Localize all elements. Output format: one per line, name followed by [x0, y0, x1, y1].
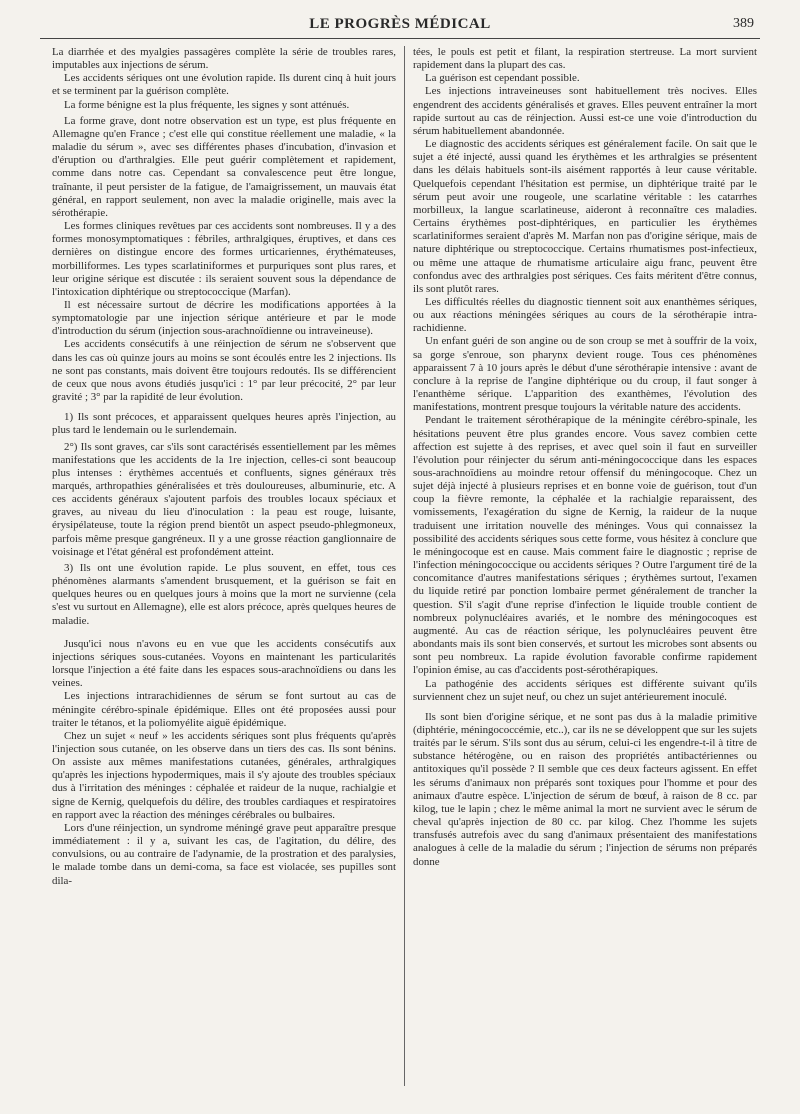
- paragraph: 1) Ils sont précoces, et apparaissent quelques heures après l'injection, au plus tard le lendemain ou le surlendemain.: [52, 411, 396, 437]
- paragraph: Chez un sujet « neuf » les accidents sériques sont plus fréquents qu'après l'injection sous cutanée, on les observe dans un tiers des cas. Ils sont bénins. On assiste aux mêmes manifestations cutanées, générales, arthralgiques qu'après les injections hypodermiques, mais il s'y ajoute des troubles spéciaux dus à l'irritation des méninges : céphalée et raideur de la nuque, rachialgie et signe de Kernig, quelquefois du délire, des troubles cardiaques et respiratoires en rapport avec la réaction des méninges cérébrales ou bulbaires.: [52, 729, 396, 821]
- paragraph: La pathogénie des accidents sériques est différente suivant qu'ils surviennent chez un sujet neuf, ou chez un sujet antérieurement inoculé.: [413, 677, 757, 703]
- paragraph: Les formes cliniques revêtues par ces accidents sont nombreuses. Il y a des formes monosymptomatiques : fébriles, arthralgiques, éruptives, et dans ces dernières on distingue encore des formes urticariennes, érythémateuses, morbilliformes. Les types scarlatiniformes et purpuriques sont plus rares, et leur origine sérique est discutée : ils seraient souvent sous la dépendance de l'intoxication diphtérique ou streptococcique (Marfan).: [52, 220, 396, 298]
- paragraph: Les accidents sériques ont une évolution rapide. Ils durent cinq à huit jours et se terminent par la guérison complète.: [52, 72, 396, 98]
- paragraph: 2°) Ils sont graves, car s'ils sont caractérisés essentiellement par les mêmes manifestations que les accidents de la 1re injection, celles-ci sont beaucoup plus intenses : érythèmes accentués et confluents, signes généraux très marqués, arthropathies généralisées et très douloureuses, albuminurie, etc. A ces accidents généraux s'ajoutent parfois des troubles locaux spéciaux et graves, au niveau du lieu d'inoculation : la peau est rouge, luisante, érysipélateuse, toute la région prend bientôt un aspect pseudo-phlegmoneux, parfois même presque gangréneux. Il y a une grosse réaction ganglionnaire de voisinage et l'état général est profondément atteint.: [52, 440, 396, 558]
- paragraph: Le diagnostic des accidents sériques est généralement facile. On sait que le sujet a été injecté, aussi quand les érythèmes et les arthralgies se présentent dans les délais habituels sont-ils aisément rapportés à leur cause véritable. Quelquefois cependant l'hésitation est permise, un diphtérique traité par le sérum peut avoir une rougeole, une scarlatine véritable : les catarrhes morbilleux, la langue scarlatineuse, aideront à reconnaître ces maladies. Certains érythèmes post-diphtériques, en particulier les érythèmes scarlatiniformes seraient d'après M. Marfan non pas d'origine sérique, mais de nature diphtérique ou streptococcique. Certains rhumatismes post-infectieux, ou même une attaque de rhumatisme articulaire aigu franc, peuvent être confondus avec des arthralgies post sériques. Ces faits méritent d'être connus, ils sont plutôt rares.: [413, 138, 757, 295]
- paragraph: Les difficultés réelles du diagnostic tiennent soit aux enanthèmes sériques, ou aux réactions méningées sériques au cours de la sérothérapie intra-rachidienne.: [413, 295, 757, 335]
- paragraph: La guérison est cependant possible.: [425, 72, 580, 85]
- running-header: [40, 12, 760, 39]
- paragraph: Ils sont bien d'origine sérique, et ne sont pas dus à la maladie primitive (diphtérie, méningococcémie, etc..), car ils ne se développent que sur les sujets traités par le sérum. S'ils sont dus au sérum, celui-ci les engendre-t-il à titre de substance hétérogène, ou en raison des propriétés antibactériennes ou antitoxiques qu'il possède ? Il semble que ces deux facteurs agissent. En effet les sérums d'animaux non préparés sont toxiques pour l'homme et pour des animaux d'autre espèce. L'injection de sérum de bœuf, à raison de 8 cc. par kilog, tue le lapin ; chez le même animal la mort ne survient avec le sérum de cheval qu'après injection de 80 cc. par kilog. Chez l'homme les sujets transfusés autrefois avec du sang d'animaux présentaient des manifestations analogues à celle de la maladie du sérum ; l'injection de sérums non préparés donne: [413, 710, 757, 868]
- paragraph: Il est nécessaire surtout de décrire les modifications apportées à la symptomatologie par une injection sérique antérieure et par le mode d'introduction du sérum (injection sous-arachnoïdienne ou intraveineuse).: [52, 298, 396, 338]
- column-divider: [404, 46, 405, 1086]
- journal-title: LE PROGRÈS MÉDICAL: [309, 16, 491, 32]
- paragraph: La forme grave, dont notre observation est un type, est plus fréquente en Allemagne qu'en France ; c'est elle qui constitue réellement une maladie, « la maladie du sérum », avec ses différentes phases d'incubation, d'invasion et d'éruption ou d'arthralgies. Elle peut guérir complètement et rapidement, comme dans notre cas. Cependant sa convalescence peut être longue, traînante, il peut persister de la fatigue, de l'amaigrissement, un mauvais état général, en rapport seulement, non avec la maladie originelle, mais avec la sérothérapie.: [52, 114, 396, 219]
- paragraph: Lors d'une réinjection, un syndrome méningé grave peut apparaître presque immédiatement : il y a, suivant les cas, de l'agitation, du délire, des convulsions, ou au contraire de l'adynamie, de la prostration et des paralysies, le malade tombe dans un demi-coma, sa face est violacée, ses pupilles sont dila-: [52, 821, 396, 887]
- paragraph: Pendant le traitement sérothérapique de la méningite cérébro-spinale, les hésitations peuvent être plus grandes encore. Vous savez combien cette affection est sujette à des reprises, et avec quel soin il faut en surveiller l'évolution pour réinjecter du sérum anti-méningococcique dans les espaces sous-arachnoïdiens au moindre retour offensif du méningocoque. Chez un sujet déjà injecté à plusieurs reprises et en bonne voie de guérison, tout d'un coup la fièvre remonte, la céphalée et la rachialgie reparaissent, des vomissements, l'exagération du signe de Kernig, la raideur de la nuque traduisent une irritation nouvelle des méninges. Vous qui connaissez la possibilité des accidents sériques sous cette forme, vous hésitez à conclure que le méningocoque est en cause. Mais comment faire le diagnostic ; reprise de l'infection méningococcique ou accidents sériques ? Outre l'argument tiré de la concomitance d'autres manifestations sériques ; érythèmes surtout, l'examen du liquide retiré par ponction lombaire permet généralement de trancher la question. S'il s'agit d'une reprise d'infection le liquide trouble contient de nombreux polynucléaires avariés, et le nombre des méningocoques est augmenté. Au cas de réaction sérique, les polynucléaires peuvent être abondants mais ils sont bien conservés, et surtout les microbes sont absents ou sont peu nombreux. La rapide évolution favorable confirme rapidement l'opinion émise, au cas d'accidents post-sérothérapiques.: [413, 414, 757, 677]
- right-column: [413, 46, 757, 1096]
- paragraph: Jusqu'ici nous n'avons eu en vue que les accidents consécutifs aux injections sériques sous-cutanées. Voyons en maintenant les particularités lorsque l'injection a été faite dans les espaces sous-arachnoïdiens ou dans les veines.: [52, 637, 396, 690]
- paragraph: La diarrhée et des myalgies passagères complète la série de troubles rares, imputables aux injections de sérum.: [52, 46, 396, 72]
- paragraph: Les injections intraveineuses sont habituellement très nocives. Elles engendrent des accidents généralisés et graves. Elles peuvent entraîner la mort rapide surtout au cas de réinjection. Aussi est-ce une voie d'introduction du sérum habituellement abandonnée.: [413, 85, 757, 137]
- paragraph: 3) Ils ont une évolution rapide. Le plus souvent, en effet, tous ces phénomènes alarmants s'amendent brusquement, et la guérison se fait en quelques heures ou en quelques jours à moins que la mort ne survienne (cela s'est vu surtout en Allemagne), elle est alors précoce, après quelques heures de maladie.: [52, 561, 396, 627]
- paragraph: Les accidents consécutifs à une réinjection de sérum ne s'observent que dans les cas où quinze jours au moins se sont écoulés entre les 2 injections. Ils ne sont pas constants, mais doivent être toujours redoutés. Ils se différencient de ceux que nous avons étudiés jusqu'ici : 1° par leur précocité, 2° par leur gravité ; 3° par la rapidité de leur évolution.: [52, 338, 396, 404]
- paragraph: Les injections intrarachidiennes de sérum se font surtout au cas de méningite cérébro-spinale épidémique. Elles ont été proposées aussi pour traiter le tétanos, et la poliomyélite aiguë épidémique.: [52, 690, 396, 729]
- paragraph: La forme bénigne est la plus fréquente, les signes y sont atténués.: [64, 98, 350, 111]
- paragraph: Un enfant guéri de son angine ou de son croup se met à souffrir de la voix, sa gorge s'enroue, son pharynx devient rouge. Tous ces phénomènes apparaissent 7 à 10 jours après le début d'une sérothérapie intensive : avant de conclure à la reprise de l'angine diphtérique ou du croup, il faut songer à l'enanthème sérique. L'apparition des exanthèmes, l'évolution des manifestations, montrent presque toujours la véritable nature des accidents.: [413, 335, 757, 414]
- paragraph: tées, le pouls est petit et filant, la respiration stertreuse. La mort survient rapidement dans la plupart des cas.: [413, 46, 757, 72]
- page-number: 389: [733, 16, 754, 31]
- left-column: [52, 46, 396, 1096]
